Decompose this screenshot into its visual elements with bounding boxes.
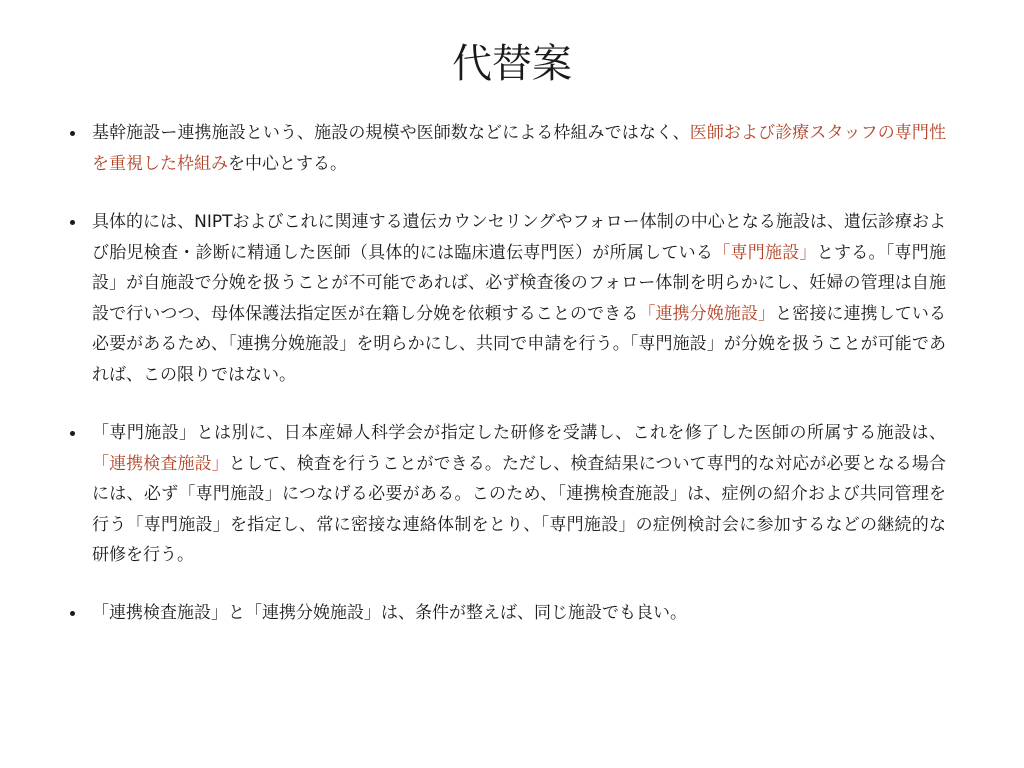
bullet-text-segment: とする。「専門施設」が自施設で分娩を扱うことが不可能であれば、必ず検査後のフォロー体制を明らかにし、妊婦の管理は自施設で行いつつ、母体保護法指定医が在籍し分娩を依頼することのできる	[92, 242, 947, 324]
bullet-list	[66, 118, 946, 628]
bullet-item	[66, 118, 946, 179]
highlighted-text-segment: 「連携分娩施設」	[638, 303, 776, 324]
bullet-text-segment: 基幹施設ー連携施設という、施設の規模や医師数などによる枠組みではなく、	[92, 123, 690, 143]
bullet-dot	[70, 220, 75, 225]
bullet-dot	[70, 431, 75, 436]
bullet-text-segment: と密接に連携している必要があるため、「連携分娩施設」を明らかにし、共同で申請を行う。「専門施設」が分娩を扱うことが可能であれば、この限りではない。	[92, 303, 946, 385]
bullet-text-segment: を中心とする。	[228, 153, 347, 174]
bullet-item	[66, 207, 946, 390]
bullet-text-segment: 「連携検査施設」と「連携分娩施設」は、条件が整えば、同じ施設でも良い。	[92, 602, 687, 623]
bullet-text-segment: として、検査を行うことができる。ただし、検査結果について専門的な対応が必要となる場合には、必ず「専門施設」につなげる必要がある。このため、「連携検査施設」は、症例の紹介および共同管理を行う「専門施設」を指定し、常に密接な連絡体制をとり、「専門施設」の症例検討会に参加するなどの継続的な研修を行う。	[92, 453, 946, 565]
highlighted-text-segment: 医師および診療スタッフの専門性を重視した枠組み	[92, 123, 946, 174]
bullet-dot	[70, 611, 75, 616]
bullet-text-segment: 「専門施設」とは別に、日本産婦人科学会が指定した研修を受講し、これを修了した医師の所属する施設は、	[92, 423, 946, 443]
highlighted-text-segment: 「専門施設」	[713, 242, 817, 263]
bullet-dot	[70, 131, 75, 136]
highlighted-text-segment: 「連携検査施設」	[92, 453, 229, 474]
bullet-text-segment: 具体的には、NIPTおよびこれに関連する遺伝カウンセリングやフォロー体制の中心となる施設は、遺伝診療および胎児検査・診断に精通した医師（具体的には臨床遺伝専門医）が所属している	[92, 212, 946, 263]
bullet-item	[66, 418, 946, 571]
bullet-item	[66, 598, 946, 629]
slide-title: 代替案	[452, 41, 572, 87]
